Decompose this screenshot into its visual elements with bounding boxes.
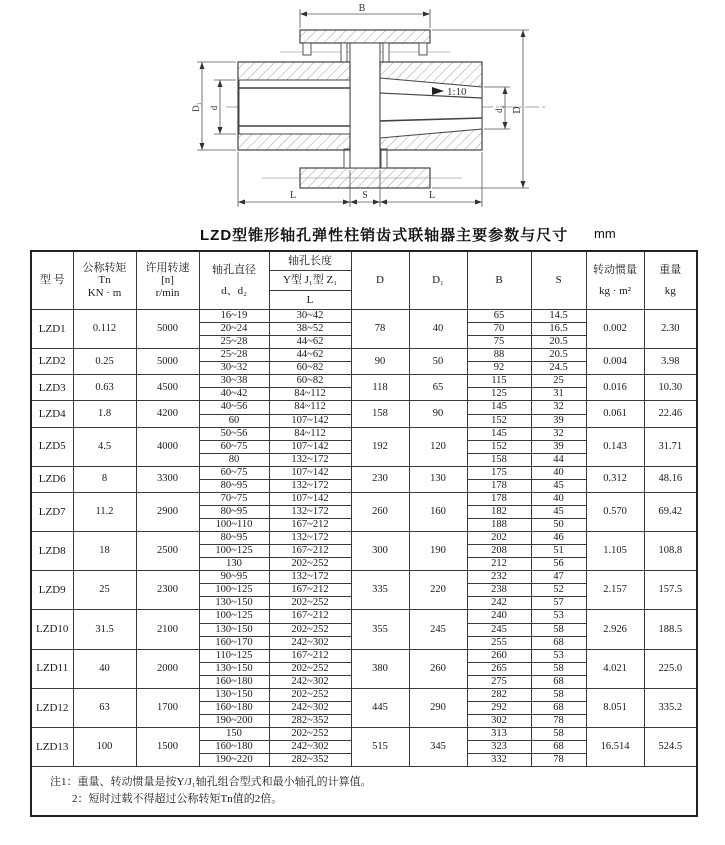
bore-diameter-cell: 190~200	[199, 714, 269, 727]
dim-label-D: D	[512, 106, 523, 114]
model-cell: LZD13	[31, 728, 73, 767]
bore-length-cell: 44~62	[269, 349, 351, 362]
speed-cell: 4200	[136, 401, 199, 427]
bore-length-cell: 44~62	[269, 336, 351, 349]
torque-cell: 63	[73, 688, 136, 727]
S-cell: 20.5	[531, 349, 586, 362]
speed-cell: 2300	[136, 571, 199, 610]
bore-length-cell: 107~142	[269, 440, 351, 453]
weight-cell: 335.2	[644, 688, 697, 727]
inertia-cell: 0.061	[586, 401, 644, 427]
table-row	[31, 401, 697, 414]
table-row	[31, 610, 697, 623]
B-cell: 292	[467, 701, 531, 714]
model-cell: LZD7	[31, 492, 73, 531]
D-cell: 355	[351, 610, 409, 649]
speed-cell: 1700	[136, 688, 199, 727]
header-weight: 重量 kg	[644, 251, 697, 310]
torque-cell: 40	[73, 649, 136, 688]
bore-length-cell: 132~172	[269, 505, 351, 518]
weight-cell: 188.5	[644, 610, 697, 649]
weight-cell: 69.42	[644, 492, 697, 531]
inertia-cell: 2.157	[586, 571, 644, 610]
table-row	[31, 349, 697, 362]
bore-diameter-cell: 50~56	[199, 427, 269, 440]
note-1: 注1：重量、转动惯量是按Y/J₁轴孔组合型式和最小轴孔的计算值。	[50, 775, 372, 788]
inertia-cell: 0.570	[586, 492, 644, 531]
bore-length-cell: 60~82	[269, 362, 351, 375]
B-cell: 92	[467, 362, 531, 375]
speed-cell: 1500	[136, 728, 199, 767]
B-cell: 323	[467, 741, 531, 754]
B-cell: 152	[467, 440, 531, 453]
model-cell: LZD10	[31, 610, 73, 649]
S-cell: 39	[531, 440, 586, 453]
inertia-cell: 0.143	[586, 427, 644, 466]
D-cell: 445	[351, 688, 409, 727]
B-cell: 232	[467, 571, 531, 584]
dim-label-L-left: L	[289, 190, 297, 201]
bore-length-cell: 202~252	[269, 623, 351, 636]
speed-cell: 2100	[136, 610, 199, 649]
D1-cell: 290	[409, 688, 467, 727]
coupling-drawing-svg	[0, 0, 725, 218]
table-row	[31, 688, 697, 701]
weight-cell: 31.71	[644, 427, 697, 466]
bore-length-cell: 242~302	[269, 636, 351, 649]
B-cell: 332	[467, 754, 531, 767]
bore-length-cell: 242~302	[269, 701, 351, 714]
bore-diameter-cell: 70~75	[199, 492, 269, 505]
D-cell: 515	[351, 728, 409, 767]
bore-diameter-cell: 190~220	[199, 754, 269, 767]
table-row	[31, 728, 697, 741]
B-cell: 75	[467, 336, 531, 349]
bore-diameter-cell: 16~19	[199, 310, 269, 323]
bore-length-cell: 132~172	[269, 453, 351, 466]
dim-label-d: d	[209, 105, 219, 111]
weight-cell: 108.8	[644, 532, 697, 571]
bore-diameter-cell: 160~170	[199, 636, 269, 649]
bore-length-cell: 282~352	[269, 714, 351, 727]
speed-cell: 5000	[136, 349, 199, 375]
S-cell: 78	[531, 754, 586, 767]
weight-cell: 22.46	[644, 401, 697, 427]
bore-diameter-cell: 100~125	[199, 545, 269, 558]
D1-cell: 245	[409, 610, 467, 649]
bore-length-cell: 30~42	[269, 310, 351, 323]
bore-length-cell: 282~352	[269, 754, 351, 767]
bore-length-cell: 132~172	[269, 532, 351, 545]
bore-length-cell: 202~252	[269, 558, 351, 571]
S-cell: 44	[531, 453, 586, 466]
bore-diameter-cell: 80	[199, 453, 269, 466]
B-cell: 178	[467, 479, 531, 492]
speed-cell: 2900	[136, 492, 199, 531]
header-D: D	[351, 251, 409, 310]
D-cell: 260	[351, 492, 409, 531]
B-cell: 302	[467, 714, 531, 727]
speed-cell: 5000	[136, 310, 199, 349]
table-row	[31, 649, 697, 662]
torque-cell: 1.8	[73, 401, 136, 427]
torque-cell: 4.5	[73, 427, 136, 466]
D-cell: 230	[351, 466, 409, 492]
S-cell: 53	[531, 610, 586, 623]
table-row	[31, 466, 697, 479]
bore-length-cell: 242~302	[269, 675, 351, 688]
S-cell: 78	[531, 714, 586, 727]
inertia-cell: 8.051	[586, 688, 644, 727]
bore-diameter-cell: 150	[199, 728, 269, 741]
header-inertia: 转动惯量 kg · m²	[586, 251, 644, 310]
bore-diameter-cell: 60	[199, 414, 269, 427]
weight-cell: 48.16	[644, 466, 697, 492]
bore-length-cell: 107~142	[269, 492, 351, 505]
notes-cell	[31, 767, 697, 817]
parameter-table	[30, 250, 698, 817]
S-cell: 51	[531, 545, 586, 558]
table-row	[31, 571, 697, 584]
spacer-column	[350, 43, 380, 168]
S-cell: 68	[531, 701, 586, 714]
B-cell: 212	[467, 558, 531, 571]
inertia-cell: 0.312	[586, 466, 644, 492]
model-cell: LZD8	[31, 532, 73, 571]
S-cell: 58	[531, 688, 586, 701]
speed-cell: 4500	[136, 375, 199, 401]
left-hub	[238, 62, 350, 150]
B-cell: 158	[467, 453, 531, 466]
bore-diameter-cell: 60~75	[199, 466, 269, 479]
bore-diameter-cell: 130~150	[199, 597, 269, 610]
bore-diameter-cell: 40~42	[199, 388, 269, 401]
parameter-table-wrap	[30, 250, 696, 817]
torque-cell: 0.63	[73, 375, 136, 401]
header-D1: D₁	[409, 251, 467, 310]
D-cell: 118	[351, 375, 409, 401]
S-cell: 40	[531, 492, 586, 505]
B-cell: 282	[467, 688, 531, 701]
D-cell: 90	[351, 349, 409, 375]
D1-cell: 120	[409, 427, 467, 466]
D1-cell: 160	[409, 492, 467, 531]
S-cell: 56	[531, 558, 586, 571]
bore-diameter-cell: 30~32	[199, 362, 269, 375]
B-cell: 238	[467, 584, 531, 597]
header-model: 型 号	[31, 251, 73, 310]
header-B: B	[467, 251, 531, 310]
title-row	[0, 218, 725, 250]
S-cell: 32	[531, 427, 586, 440]
S-cell: 45	[531, 505, 586, 518]
S-cell: 68	[531, 636, 586, 649]
bore-diameter-cell: 90~95	[199, 571, 269, 584]
weight-cell: 225.0	[644, 649, 697, 688]
weight-cell: 157.5	[644, 571, 697, 610]
dim-label-D1: D₁	[191, 102, 201, 112]
B-cell: 145	[467, 427, 531, 440]
S-cell: 58	[531, 728, 586, 741]
inertia-cell: 1.105	[586, 532, 644, 571]
S-cell: 68	[531, 675, 586, 688]
bore-length-cell: 167~212	[269, 545, 351, 558]
bore-diameter-cell: 100~110	[199, 519, 269, 532]
header-speed: 许用转速 [n] r/min	[136, 251, 199, 310]
notes-row	[31, 767, 697, 817]
model-cell: LZD12	[31, 688, 73, 727]
S-cell: 58	[531, 623, 586, 636]
S-cell: 47	[531, 571, 586, 584]
taper-label: 1:10	[447, 86, 467, 98]
bore-diameter-cell: 160~180	[199, 675, 269, 688]
bore-length-cell: 167~212	[269, 519, 351, 532]
bore-length-cell: 84~112	[269, 388, 351, 401]
B-cell: 175	[467, 466, 531, 479]
bore-length-cell: 202~252	[269, 688, 351, 701]
D1-cell: 40	[409, 310, 467, 349]
dim-label-B: B	[358, 3, 366, 14]
speed-cell: 2000	[136, 649, 199, 688]
coupling-drawing	[0, 0, 725, 218]
torque-cell: 0.25	[73, 349, 136, 375]
bore-length-cell: 60~82	[269, 375, 351, 388]
inertia-cell: 0.016	[586, 375, 644, 401]
model-cell: LZD2	[31, 349, 73, 375]
bore-diameter-cell: 30~38	[199, 375, 269, 388]
note-2: 2：短时过载不得超过公称转矩Tn值的2倍。	[72, 793, 283, 806]
torque-cell: 18	[73, 532, 136, 571]
inertia-cell: 2.926	[586, 610, 644, 649]
torque-cell: 8	[73, 466, 136, 492]
B-cell: 242	[467, 597, 531, 610]
B-cell: 152	[467, 414, 531, 427]
right-hub	[380, 62, 482, 150]
bore-diameter-cell: 100~125	[199, 610, 269, 623]
bore-diameter-cell: 20~24	[199, 323, 269, 336]
torque-cell: 25	[73, 571, 136, 610]
S-cell: 45	[531, 479, 586, 492]
B-cell: 260	[467, 649, 531, 662]
B-cell: 240	[467, 610, 531, 623]
weight-cell: 3.98	[644, 349, 697, 375]
B-cell: 275	[467, 675, 531, 688]
model-cell: LZD1	[31, 310, 73, 349]
D-cell: 335	[351, 571, 409, 610]
B-cell: 265	[467, 662, 531, 675]
weight-cell: 524.5	[644, 728, 697, 767]
D1-cell: 220	[409, 571, 467, 610]
table-row	[31, 492, 697, 505]
header-torque: 公称转矩 Tn KN · m	[73, 251, 136, 310]
torque-cell: 31.5	[73, 610, 136, 649]
S-cell: 46	[531, 532, 586, 545]
inertia-cell: 0.004	[586, 349, 644, 375]
bore-diameter-cell: 130~150	[199, 688, 269, 701]
bore-length-cell: 167~212	[269, 610, 351, 623]
bore-diameter-cell: 80~95	[199, 479, 269, 492]
B-cell: 115	[467, 375, 531, 388]
D-cell: 380	[351, 649, 409, 688]
model-cell: LZD4	[31, 401, 73, 427]
D1-cell: 345	[409, 728, 467, 767]
B-cell: 65	[467, 310, 531, 323]
D1-cell: 90	[409, 401, 467, 427]
D-cell: 192	[351, 427, 409, 466]
table-row	[31, 532, 697, 545]
table-row	[31, 375, 697, 388]
bore-diameter-cell: 130~150	[199, 662, 269, 675]
B-cell: 208	[467, 545, 531, 558]
torque-cell: 0.112	[73, 310, 136, 349]
S-cell: 20.5	[531, 336, 586, 349]
B-cell: 145	[467, 401, 531, 414]
S-cell: 24.5	[531, 362, 586, 375]
bore-diameter-cell: 160~180	[199, 701, 269, 714]
bore-diameter-cell: 110~125	[199, 649, 269, 662]
bore-length-cell: 202~252	[269, 728, 351, 741]
bore-diameter-cell: 100~125	[199, 584, 269, 597]
D-cell: 158	[351, 401, 409, 427]
table-header	[31, 251, 697, 310]
B-cell: 202	[467, 532, 531, 545]
model-cell: LZD6	[31, 466, 73, 492]
B-cell: 178	[467, 492, 531, 505]
B-cell: 70	[467, 323, 531, 336]
table-footer	[31, 767, 697, 817]
bore-diameter-cell: 130	[199, 558, 269, 571]
bore-length-cell: 84~112	[269, 401, 351, 414]
bore-length-cell: 242~302	[269, 741, 351, 754]
D1-cell: 130	[409, 466, 467, 492]
S-cell: 53	[531, 649, 586, 662]
unit-label: mm	[594, 226, 616, 241]
model-cell: LZD11	[31, 649, 73, 688]
D1-cell: 190	[409, 532, 467, 571]
model-cell: LZD3	[31, 375, 73, 401]
speed-cell: 4000	[136, 427, 199, 466]
bore-length-cell: 202~252	[269, 597, 351, 610]
inertia-cell: 0.002	[586, 310, 644, 349]
dim-label-S: S	[362, 190, 368, 201]
bore-length-cell: 132~172	[269, 479, 351, 492]
bore-diameter-cell: 25~28	[199, 349, 269, 362]
table-row	[31, 310, 697, 323]
header-bore-diameter: 轴孔直径 d、d₂	[199, 251, 269, 310]
dim-label-L-right: L	[428, 190, 436, 201]
S-cell: 16.5	[531, 323, 586, 336]
torque-cell: 11.2	[73, 492, 136, 531]
bore-length-cell: 84~112	[269, 427, 351, 440]
D-cell: 78	[351, 310, 409, 349]
S-cell: 14.5	[531, 310, 586, 323]
B-cell: 182	[467, 505, 531, 518]
D-cell: 300	[351, 532, 409, 571]
bore-length-cell: 107~142	[269, 414, 351, 427]
table-row	[31, 427, 697, 440]
model-cell: LZD5	[31, 427, 73, 466]
weight-cell: 2.30	[644, 310, 697, 349]
bore-diameter-cell: 80~95	[199, 532, 269, 545]
bore-length-cell: 107~142	[269, 466, 351, 479]
S-cell: 40	[531, 466, 586, 479]
D1-cell: 50	[409, 349, 467, 375]
inertia-cell: 4.021	[586, 649, 644, 688]
speed-cell: 3300	[136, 466, 199, 492]
bore-diameter-cell: 160~180	[199, 741, 269, 754]
S-cell: 32	[531, 401, 586, 414]
S-cell: 31	[531, 388, 586, 401]
dim-label-d2: d₂	[494, 105, 504, 113]
bore-diameter-cell: 60~75	[199, 440, 269, 453]
speed-cell: 2500	[136, 532, 199, 571]
B-cell: 313	[467, 728, 531, 741]
bore-length-cell: 38~52	[269, 323, 351, 336]
header-S: S	[531, 251, 586, 310]
S-cell: 57	[531, 597, 586, 610]
bore-diameter-cell: 130~150	[199, 623, 269, 636]
bore-length-cell: 132~172	[269, 571, 351, 584]
header-bore-length: 轴孔长度 Y型 J₁型 Z₁ L	[269, 251, 351, 310]
table-body	[31, 310, 697, 767]
bore-diameter-cell: 80~95	[199, 505, 269, 518]
B-cell: 255	[467, 636, 531, 649]
D1-cell: 65	[409, 375, 467, 401]
model-cell: LZD9	[31, 571, 73, 610]
bore-diameter-cell: 25~28	[199, 336, 269, 349]
page-title: LZD型锥形轴孔弹性柱销齿式联轴器主要参数与尺寸	[200, 227, 569, 244]
torque-cell: 100	[73, 728, 136, 767]
B-cell: 188	[467, 519, 531, 532]
weight-cell: 10.30	[644, 375, 697, 401]
B-cell: 245	[467, 623, 531, 636]
B-cell: 125	[467, 388, 531, 401]
S-cell: 52	[531, 584, 586, 597]
S-cell: 68	[531, 741, 586, 754]
bore-length-cell: 167~212	[269, 649, 351, 662]
bore-length-cell: 167~212	[269, 584, 351, 597]
S-cell: 58	[531, 662, 586, 675]
B-cell: 88	[467, 349, 531, 362]
bore-diameter-cell: 40~56	[199, 401, 269, 414]
S-cell: 39	[531, 414, 586, 427]
bore-length-cell: 202~252	[269, 662, 351, 675]
inertia-cell: 16.514	[586, 728, 644, 767]
S-cell: 25	[531, 375, 586, 388]
S-cell: 50	[531, 519, 586, 532]
D1-cell: 260	[409, 649, 467, 688]
